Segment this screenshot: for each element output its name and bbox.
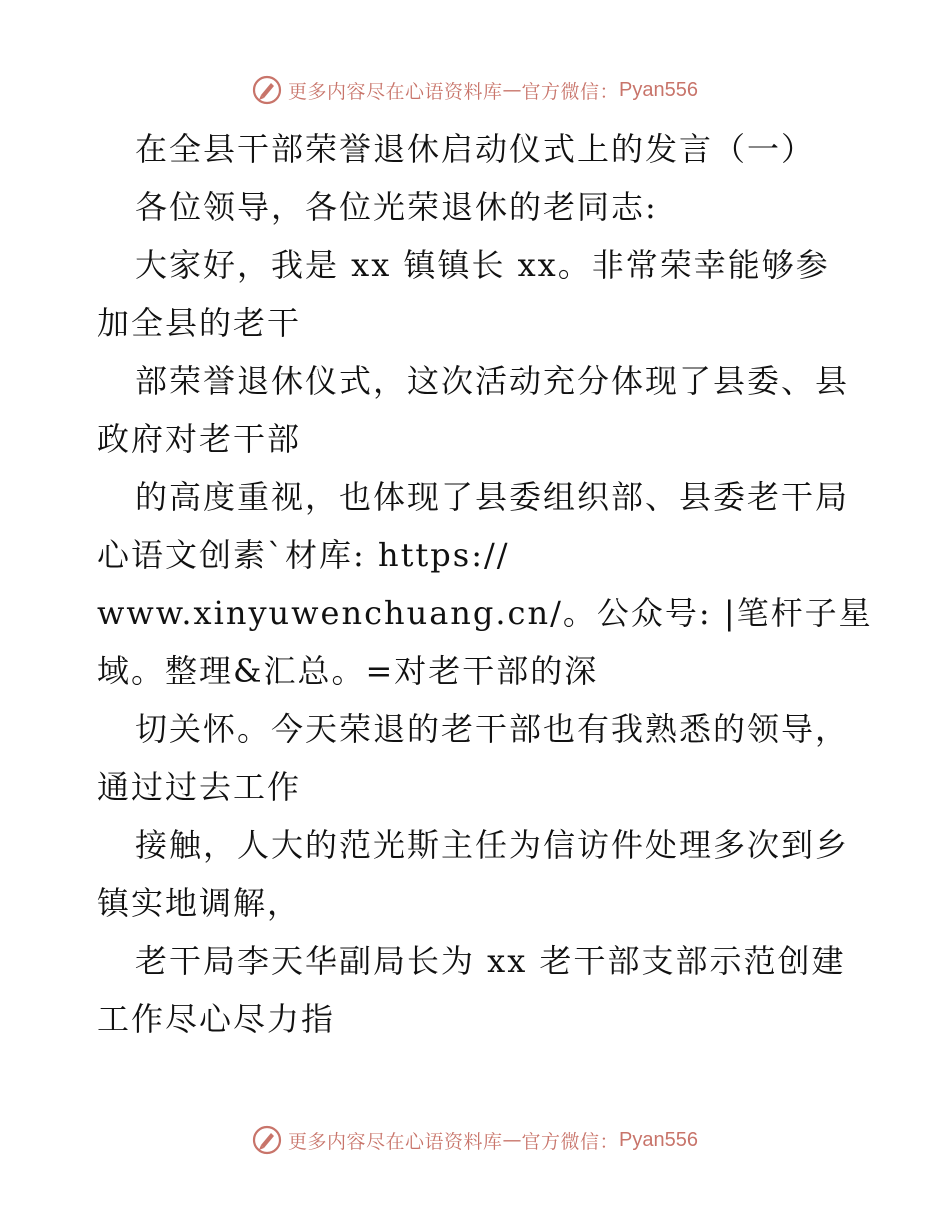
watermark-separator: — bbox=[502, 1129, 522, 1151]
text-line: 镇实地调解， bbox=[97, 884, 302, 922]
text-line: 各位领导，各位光荣退休的老同志: bbox=[135, 188, 658, 226]
text-line: 通过过去工作 bbox=[97, 768, 302, 806]
header-watermark bbox=[0, 70, 950, 110]
text-line: 接触，人大的范光斯主任为信访件处理多次到乡 bbox=[135, 826, 850, 864]
pen-seal-icon bbox=[252, 75, 282, 105]
text-line: 老干局李天华副局长为 xx 老干部支部示范创建 bbox=[135, 942, 846, 980]
watermark-label: 官方微信： bbox=[521, 1130, 620, 1153]
document-body bbox=[97, 120, 873, 1048]
watermark-main-text: 更多内容尽在心语资料库 bbox=[288, 80, 503, 103]
text-line: 在全县干部荣誉退休启动仪式上的发言（一） bbox=[135, 130, 816, 168]
watermark-label: 官方微信： bbox=[521, 80, 620, 103]
text-line: 大家好，我是 xx 镇镇长 xx。非常荣幸能够参 bbox=[135, 246, 830, 284]
watermark-code: Pyan556 bbox=[619, 78, 698, 101]
watermark-main-text: 更多内容尽在心语资料库 bbox=[288, 1130, 503, 1153]
watermark-separator: — bbox=[502, 79, 522, 101]
text-line: 切关怀。今天荣退的老干部也有我熟悉的领导， bbox=[135, 710, 850, 748]
text-line: 域。整理&汇总。=对老干部的深 bbox=[97, 652, 599, 690]
text-line: 政府对老干部 bbox=[97, 420, 302, 458]
text-line: 部荣誉退休仪式，这次活动充分体现了县委、县 bbox=[135, 362, 850, 400]
text-line: 工作尽心尽力指 bbox=[97, 1000, 336, 1038]
text-line: 加全县的老干 bbox=[97, 304, 302, 342]
text-line: 心语文创素`材库: https:// bbox=[97, 536, 510, 574]
text-line: 的高度重视，也体现了县委组织部、县委老干局 bbox=[135, 478, 850, 516]
text-line: www.xinyuwenchuang.cn/。公众号: |笔杆子星 bbox=[97, 594, 873, 632]
footer-watermark bbox=[0, 1120, 950, 1160]
watermark-code: Pyan556 bbox=[619, 1128, 698, 1151]
pen-seal-icon bbox=[252, 1125, 282, 1155]
